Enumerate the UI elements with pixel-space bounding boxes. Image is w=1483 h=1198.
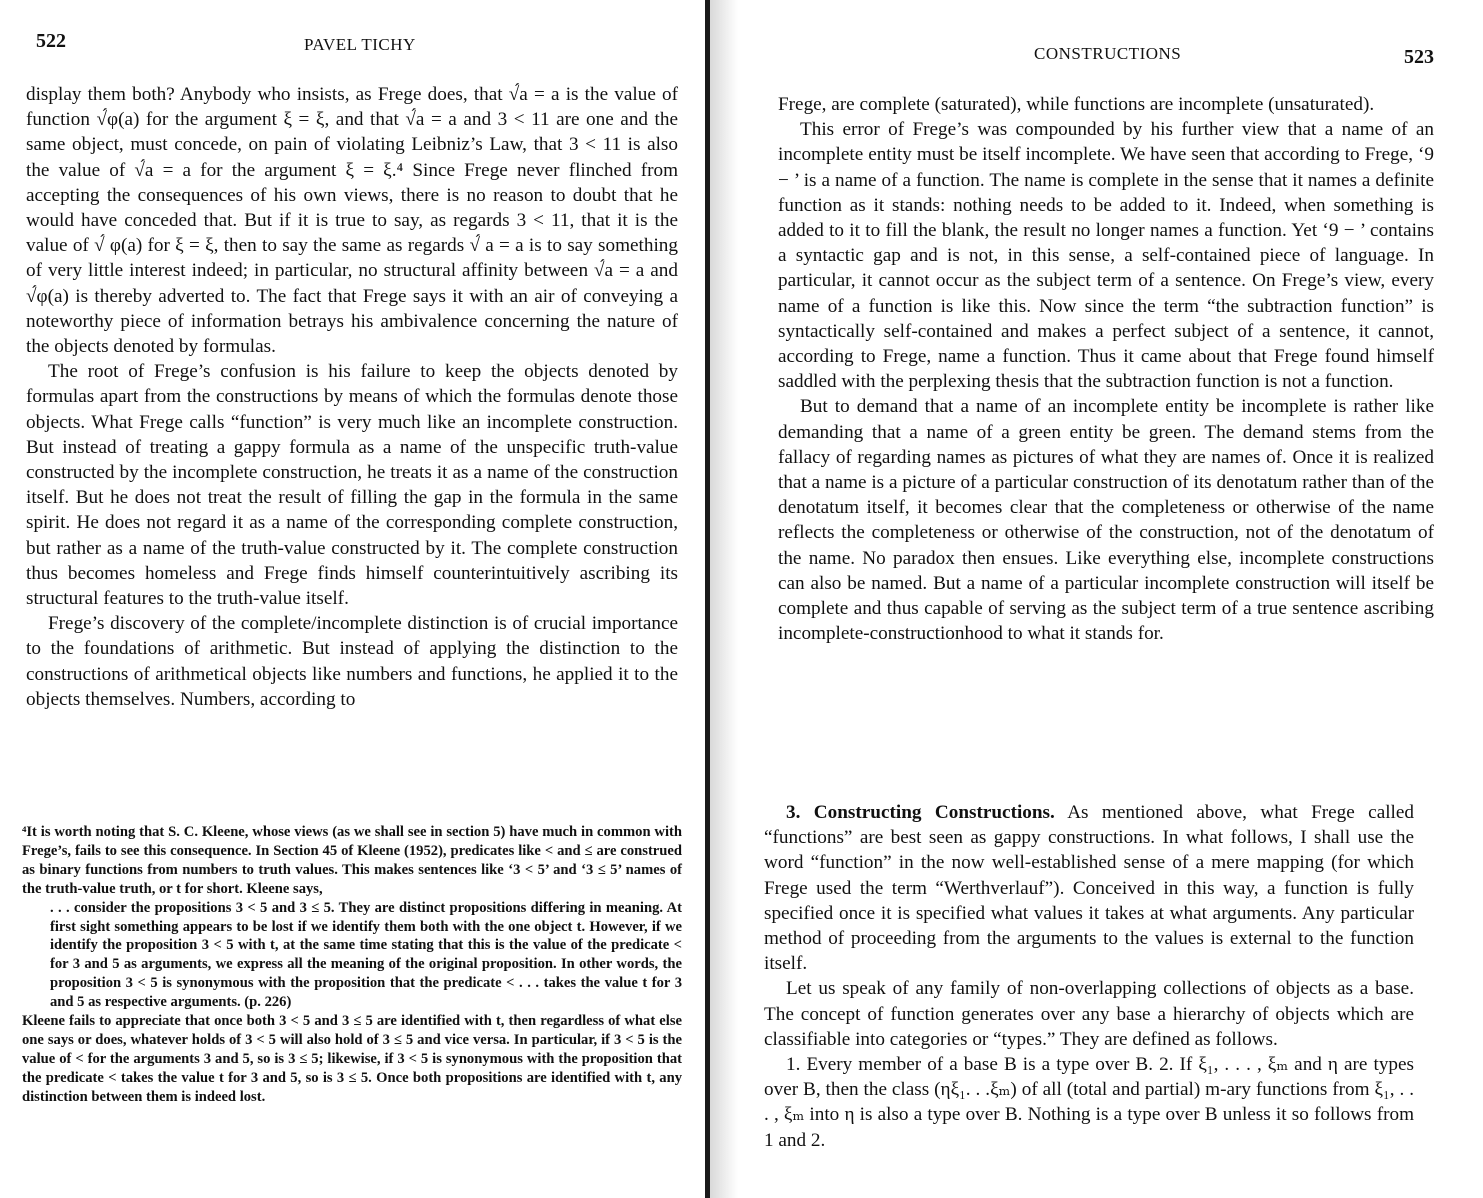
section-paragraph-1: As mentioned above, what Frege called “functions” are best seen as gappy constructions. In what follows, I shall use the word “function” in the now well-established sense of a mere mapping (for which Frege used the term “Werthverlauf”). Conceived in this way, a function is fully specified once it is specified what values it takes at what arguments. Any particular method of proceeding from the arguments to the values is external to the function itself. [764, 802, 1414, 975]
right-page-number: 523 [1404, 46, 1434, 68]
left-paragraph-2: The root of Frege’s confusion is his failure to keep the objects denoted by formulas apart from the constructions by means of which the formulas denote those objects. What Frege calls “function” is very much like an incomplete construction. But instead of treating a gappy formula as a name of the unspecific truth-value constructed by the incomplete construction, he treats it as a name of the construction itself. But he does not treat the result of filling the gap in the formula in the same spirit. He does not regard it as a name of the corresponding complete construction, but rather as a name of the truth-value constructed by it. The complete construction thus becomes homeless and Frege finds himself counterintuitively ascribing its structural features to the truth-value itself. [26, 361, 678, 610]
right-body-text [778, 92, 1434, 646]
footnote-quote: . . . consider the propositions 3 < 5 and 3 ≤ 5. They are distinct propositions differing in meaning. At first sight something appears to be lost if we identify them both with the one object t. However, if we identify the proposition 3 < 5 with t, at the same time stating that this is the value of the predicate < for 3 and 5 as arguments, we express all the meaning of the original proposition. In other words, the proposition 3 < 5 is synonymous with the proposition that the predicate < . . . takes the value t for 3 and 5 as respective arguments. (p. 226) [50, 899, 682, 1011]
section-heading: 3. Constructing Constructions. [786, 802, 1055, 823]
section-paragraph-3: 1. Every member of a base B is a type over B. 2. If ξ₁, . . . , ξₘ and η are types over B, then the class (ηξ₁. . .ξₘ) of all (total and partial) m-ary functions from ξ₁, . . . , ξₘ into η is also a type over B. Nothing is a type over B unless it so follows from 1 and 2. [764, 1054, 1415, 1151]
section-paragraph-2: Let us speak of any family of non-overlapping collections of objects as a base. The concept of function generates over any base a hierarchy of objects which are classifiable into categories or “types.” They are defined as follows. [764, 978, 1414, 1050]
right-page [740, 0, 1483, 1198]
footnote-conclusion: Kleene fails to appreciate that once both 3 < 5 and 3 ≤ 5 are identified with t, then regardless of what else one says or does, whatever holds of 3 < 5 will also hold of 3 ≤ 5 and vice versa. In particular, if 3 < 5 is the value of < for the arguments 3 and 5, so is 3 ≤ 5; likewise, if 3 < 5 is synonymous with the proposition that the predicate < takes the value t for 3 and 5, so is 3 ≤ 5. Once both propositions are identified with t, any distinction between them is indeed lost. [22, 1013, 682, 1105]
footnote [22, 823, 682, 1107]
left-paragraph-1: display them both? Anybody who insists, as Frege does, that √́a = a is the value of function √́φ(a) for the argument ξ = ξ, and that √́a = a and 3 < 11 are one and the same object, must concede, on pain of violating Leibniz’s Law, that 3 < 11 is also the value of √́a = a for the argument ξ = ξ.⁴ Since Frege never flinched from accepting the consequences of his own views, there is no reason to doubt that he would have conceded that. But if it is true to say, as regards 3 < 11, that it is the value of √́ φ(a) for ξ = ξ, then to say the same as regards √́ a = a is to say something of very little interest indeed; in particular, no structural affinity between √́a = a and √́φ(a) is thereby adverted to. The fact that Frege says it with an air of conveying a noteworthy piece of information betrays his ambivalence concerning the nature of the objects denoted by formulas. [26, 84, 678, 358]
left-running-head: PAVEL TICHY [304, 35, 416, 54]
footnote-intro: ⁴It is worth noting that S. C. Kleene, whose views (as we shall see in section 5) have much in common with Frege’s, fails to see this consequence. In Section 45 of Kleene (1952), predicates like < and ≤ are construed as binary functions from numbers to truth values. This makes sentences like ‘3 < 5’ and ‘3 ≤ 5’ names of the truth-value truth, or t for short. Kleene says, [22, 824, 682, 897]
left-page [0, 0, 710, 1198]
right-paragraph-3: But to demand that a name of an incomplete entity be incomplete is rather like demanding that a name of a green entity be green. The demand stems from the fallacy of regarding names as pictures of what they are names of. Once it is realized that a name is a picture of a particular construction of its denotatum rather than of the denotatum itself, it becomes clear that the completeness or otherwise of the name reflects the completeness or otherwise of the construction, not of the denotatum of the name. No paradox then ensues. Like everything else, incomplete constructions can also be named. But a name of a particular incomplete construction will itself be complete and thus capable of serving as the subject term of a true sentence ascribing incomplete-constructionhood to what it stands for. [778, 396, 1434, 645]
left-page-number: 522 [36, 30, 66, 52]
left-paragraph-3: Frege’s discovery of the complete/incomplete distinction is of crucial importance to the foundations of arithmetic. But instead of applying the distinction to the constructions of arithmetical objects like numbers and functions, he applied it to the objects themselves. Numbers, according to [26, 613, 678, 710]
right-running-head: CONSTRUCTIONS [1034, 44, 1182, 63]
left-body-text [26, 82, 678, 712]
right-paragraph-2: This error of Frege’s was compounded by his further view that a name of an incomplete entity must be itself incomplete. We have seen that according to Frege, ‘9 − ’ is a name of a function. The name is complete in the sense that it names a definite function as it stands: nothing needs to be added to it. Indeed, when something is added to it to fill the blank, the result no longer names a function. Yet ‘9 − ’ contains a syntactic gap and is not, in this sense, a self-contained piece of language. In particular, it cannot occur as the subject term of a sentence. On Frege’s view, every name of a function is like this. Now since the term “the subtraction function” is syntactically self-contained and makes a perfect subject of a sentence, it cannot, according to Frege, name a function. Thus it came about that Frege found himself saddled with the perplexing thesis that the subtraction function is not a function. [778, 119, 1434, 393]
right-paragraph-1: Frege, are complete (saturated), while functions are incomplete (unsaturated). [778, 94, 1375, 115]
gutter-shadow [710, 0, 738, 1198]
section-3 [764, 800, 1414, 1153]
